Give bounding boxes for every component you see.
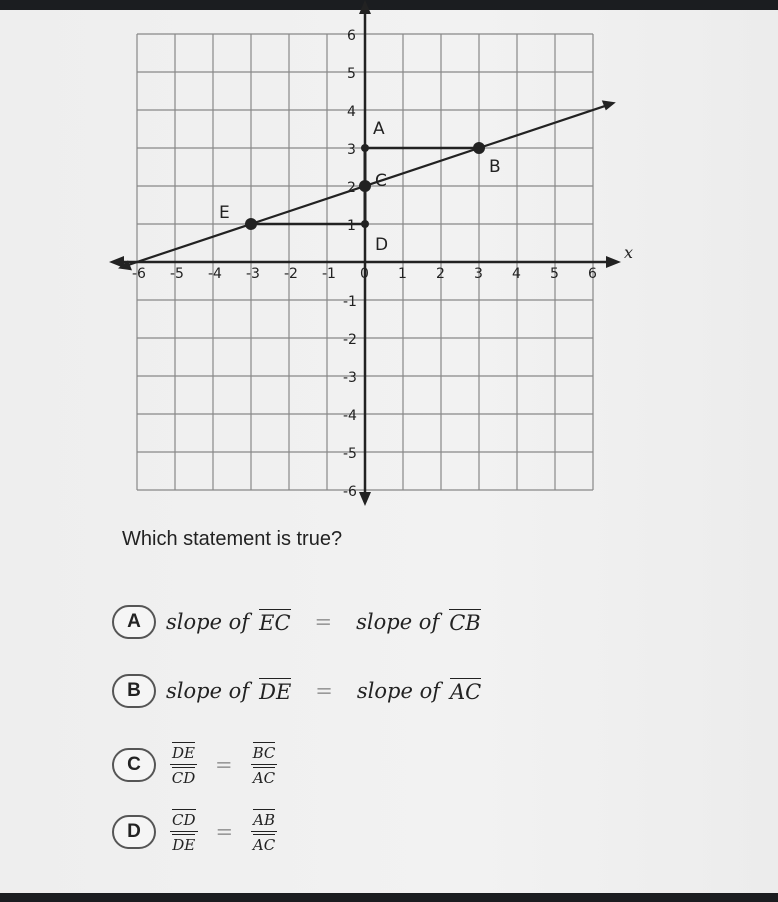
choice-d-fraction-1 [170, 811, 198, 854]
choice-d-fraction-2 [251, 811, 277, 854]
point-label-d: D [375, 235, 389, 255]
choice-c-frac1-num: DE [172, 743, 195, 762]
choice-b-right-seg: AC [450, 680, 482, 704]
choice-c-frac2-den: AC [252, 768, 276, 787]
bottom-bar [0, 893, 778, 902]
points [219, 119, 501, 255]
y-tick-label: -1 [343, 294, 357, 310]
y-tick-label: -2 [343, 332, 357, 348]
y-tick-label: -6 [343, 484, 357, 500]
point-label-e: E [219, 203, 230, 223]
choice-b-left-seg: DE [259, 680, 292, 704]
y-tick-label: -3 [343, 370, 357, 386]
choice-b-left-text: slope of [166, 679, 250, 703]
y-tick-label: 6 [347, 28, 356, 44]
choice-d-frac1-num: CD [172, 810, 196, 829]
x-axis-arrow-icon [606, 256, 621, 268]
y-tick-label: 2 [347, 180, 356, 196]
point-label-c: C [375, 171, 387, 191]
x-tick-label: 4 [512, 266, 521, 282]
equals-sign: = [215, 820, 234, 844]
y-tick-label: 4 [347, 104, 356, 120]
point-d [361, 220, 369, 228]
x-tick-label: 5 [550, 266, 559, 282]
x-tick-label: 3 [474, 266, 483, 282]
choice-a-letter: A [112, 605, 156, 639]
x-tick-label: 0 [360, 266, 369, 282]
point-b [473, 142, 485, 154]
choice-a-left-seg: EC [259, 611, 291, 635]
x-tick-label: -4 [208, 266, 222, 282]
line-arrow-icon [602, 100, 616, 110]
equals-sign: = [214, 753, 233, 777]
choice-a-right-seg: CB [449, 611, 481, 635]
choice-b-right-text: slope of [356, 679, 440, 703]
choice-d-frac1-den: DE [172, 835, 196, 854]
choice-c-frac1-den: CD [171, 768, 196, 787]
x-tick-label: 1 [398, 266, 407, 282]
x-tick-label: 2 [436, 266, 445, 282]
x-tick-label: -6 [132, 266, 146, 282]
y-axis-arrow-icon [359, 0, 371, 14]
choice-c-math [166, 744, 281, 787]
x-tick-label: -2 [284, 266, 298, 282]
question-text: Which statement is true? [122, 528, 343, 550]
choice-b-math [166, 678, 481, 704]
y-axis-bottom-arrow-icon [359, 492, 371, 506]
choice-c-fraction-2 [251, 744, 278, 787]
choice-c-letter: C [112, 748, 156, 782]
choice-d-frac2-num: AB [253, 810, 275, 829]
choice-a-math [166, 609, 481, 635]
y-tick-label: 1 [347, 218, 356, 234]
y-tick-label: 3 [347, 142, 356, 158]
choice-d-frac2-den: AC [252, 835, 276, 854]
choice-c[interactable] [112, 745, 281, 785]
choice-a-left-text: slope of [166, 610, 250, 634]
choice-c-frac2-num: BC [252, 743, 276, 762]
choice-c-fraction-1 [170, 744, 197, 787]
y-tick-label: -5 [343, 446, 357, 462]
x-tick-label: -5 [170, 266, 184, 282]
point-a [361, 144, 369, 152]
choice-b[interactable] [112, 671, 481, 711]
point-c [359, 180, 371, 192]
choice-b-letter: B [112, 674, 156, 708]
x-tick-label: 6 [588, 266, 597, 282]
equals-sign: = [314, 610, 333, 634]
equals-sign: = [315, 679, 333, 703]
y-tick-label: 5 [347, 66, 356, 82]
x-tick-label: -1 [322, 266, 336, 282]
choice-d-math [166, 811, 281, 854]
point-e [245, 218, 257, 230]
point-label-a: A [373, 119, 385, 139]
x-axis-label: x [624, 243, 634, 262]
choice-d[interactable] [112, 812, 281, 852]
x-tick-label: -3 [246, 266, 260, 282]
point-label-b: B [489, 157, 501, 177]
choice-a[interactable] [112, 602, 481, 642]
y-tick-label: -4 [343, 408, 357, 424]
choice-d-letter: D [112, 815, 156, 849]
choice-a-right-text: slope of [356, 610, 440, 634]
